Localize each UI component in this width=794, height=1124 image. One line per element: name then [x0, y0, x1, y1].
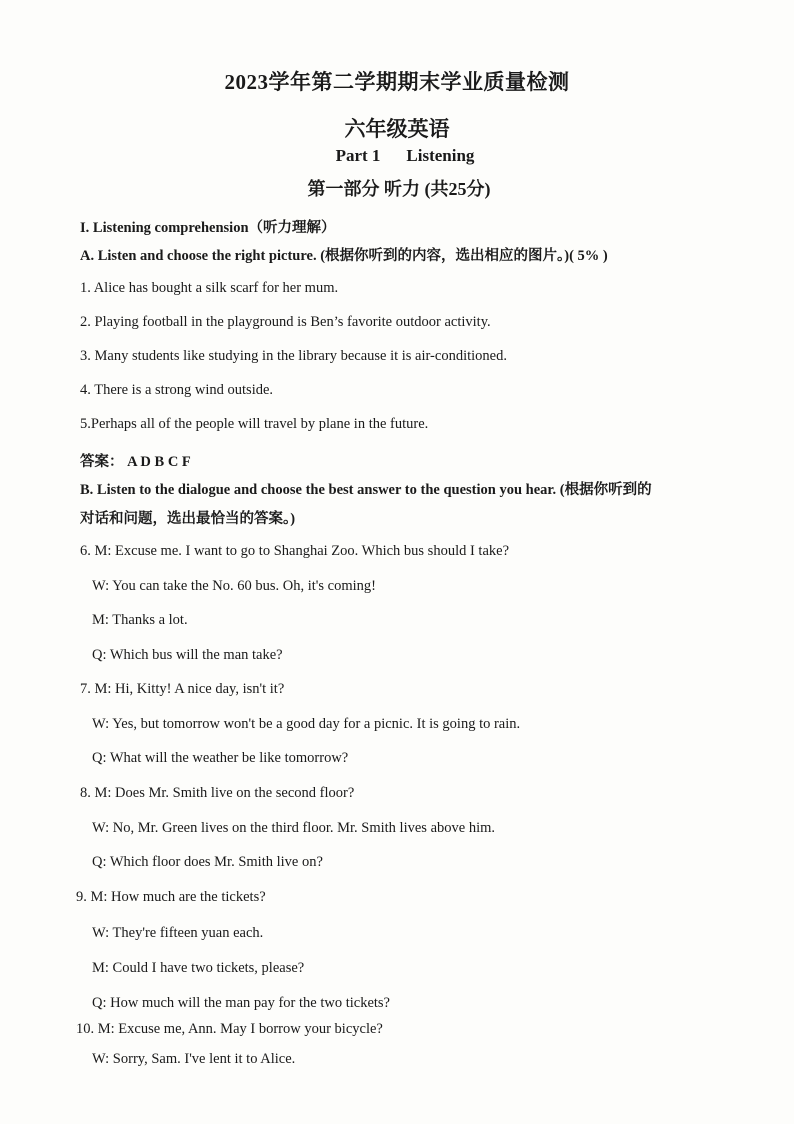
dialogue-line: 8. M: Does Mr. Smith live on the second floor? — [80, 785, 355, 801]
dialogue-line: Q: How much will the man pay for the two tickets? — [92, 995, 390, 1011]
dialogue-line: 9. M: How much are the tickets? — [76, 889, 266, 905]
part-number: Part 1 — [335, 146, 381, 165]
dialogue-line: W: Sorry, Sam. I've lent it to Alice. — [92, 1051, 296, 1067]
list-item: 2. Playing football in the playground is Ben’s favorite outdoor activity. — [80, 314, 491, 330]
dialogue-line: W: Yes, but tomorrow won't be a good day for a picnic. It is going to rain. — [92, 716, 521, 732]
dialogue-line: 10. M: Excuse me, Ann. May I borrow your bicycle? — [76, 1021, 383, 1037]
part-heading — [8, 146, 794, 166]
exam-title: 2023学年第二学期期末学业质量检测 — [224, 70, 570, 94]
dialogue-line: W: You can take the No. 60 bus. Oh, it's coming! — [92, 578, 376, 594]
dialogue-line: 7. M: Hi, Kitty! A nice day, isn't it? — [80, 681, 285, 697]
section-heading: I. Listening comprehension（听力理解） — [80, 220, 336, 236]
dialogue-line: W: No, Mr. Green lives on the third floor. Mr. Smith lives above him. — [92, 820, 495, 836]
dialogue-line: Q: What will the weather be like tomorrow? — [92, 750, 349, 766]
part-heading-cn: 第一部分 听力 (共25分) — [307, 179, 491, 199]
dialogue-line: Q: Which bus will the man take? — [92, 647, 283, 663]
list-item: 1. Alice has bought a silk scarf for her mum. — [80, 280, 339, 296]
list-item: 4. There is a strong wind outside. — [80, 382, 274, 398]
section-a-heading: A. Listen and choose the right picture. (根据你听到的内容，选出相应的图片。)( 5% ) — [80, 248, 608, 264]
section-b-heading-1: B. Listen to the dialogue and choose the best answer to the question you hear. (根据你听到的 — [80, 482, 652, 498]
exam-subtitle: 六年级英语 — [344, 117, 450, 141]
dialogue-line: 6. M: Excuse me. I want to go to Shanghai Zoo. Which bus should I take? — [80, 543, 510, 559]
list-item: 5.Perhaps all of the people will travel by plane in the future. — [80, 416, 429, 432]
dialogue-line: M: Thanks a lot. — [92, 612, 188, 628]
list-item: 3. Many students like studying in the library because it is air-conditioned. — [80, 348, 507, 364]
dialogue-line: M: Could I have two tickets, please? — [92, 960, 305, 976]
answer-key: 答案： A D B C F — [80, 454, 191, 470]
part-name: Listening — [406, 146, 475, 165]
dialogue-line: Q: Which floor does Mr. Smith live on? — [92, 854, 323, 870]
dialogue-line: W: They're fifteen yuan each. — [92, 925, 264, 941]
section-b-heading-2: 对话和问题，选出最恰当的答案。) — [80, 511, 296, 527]
